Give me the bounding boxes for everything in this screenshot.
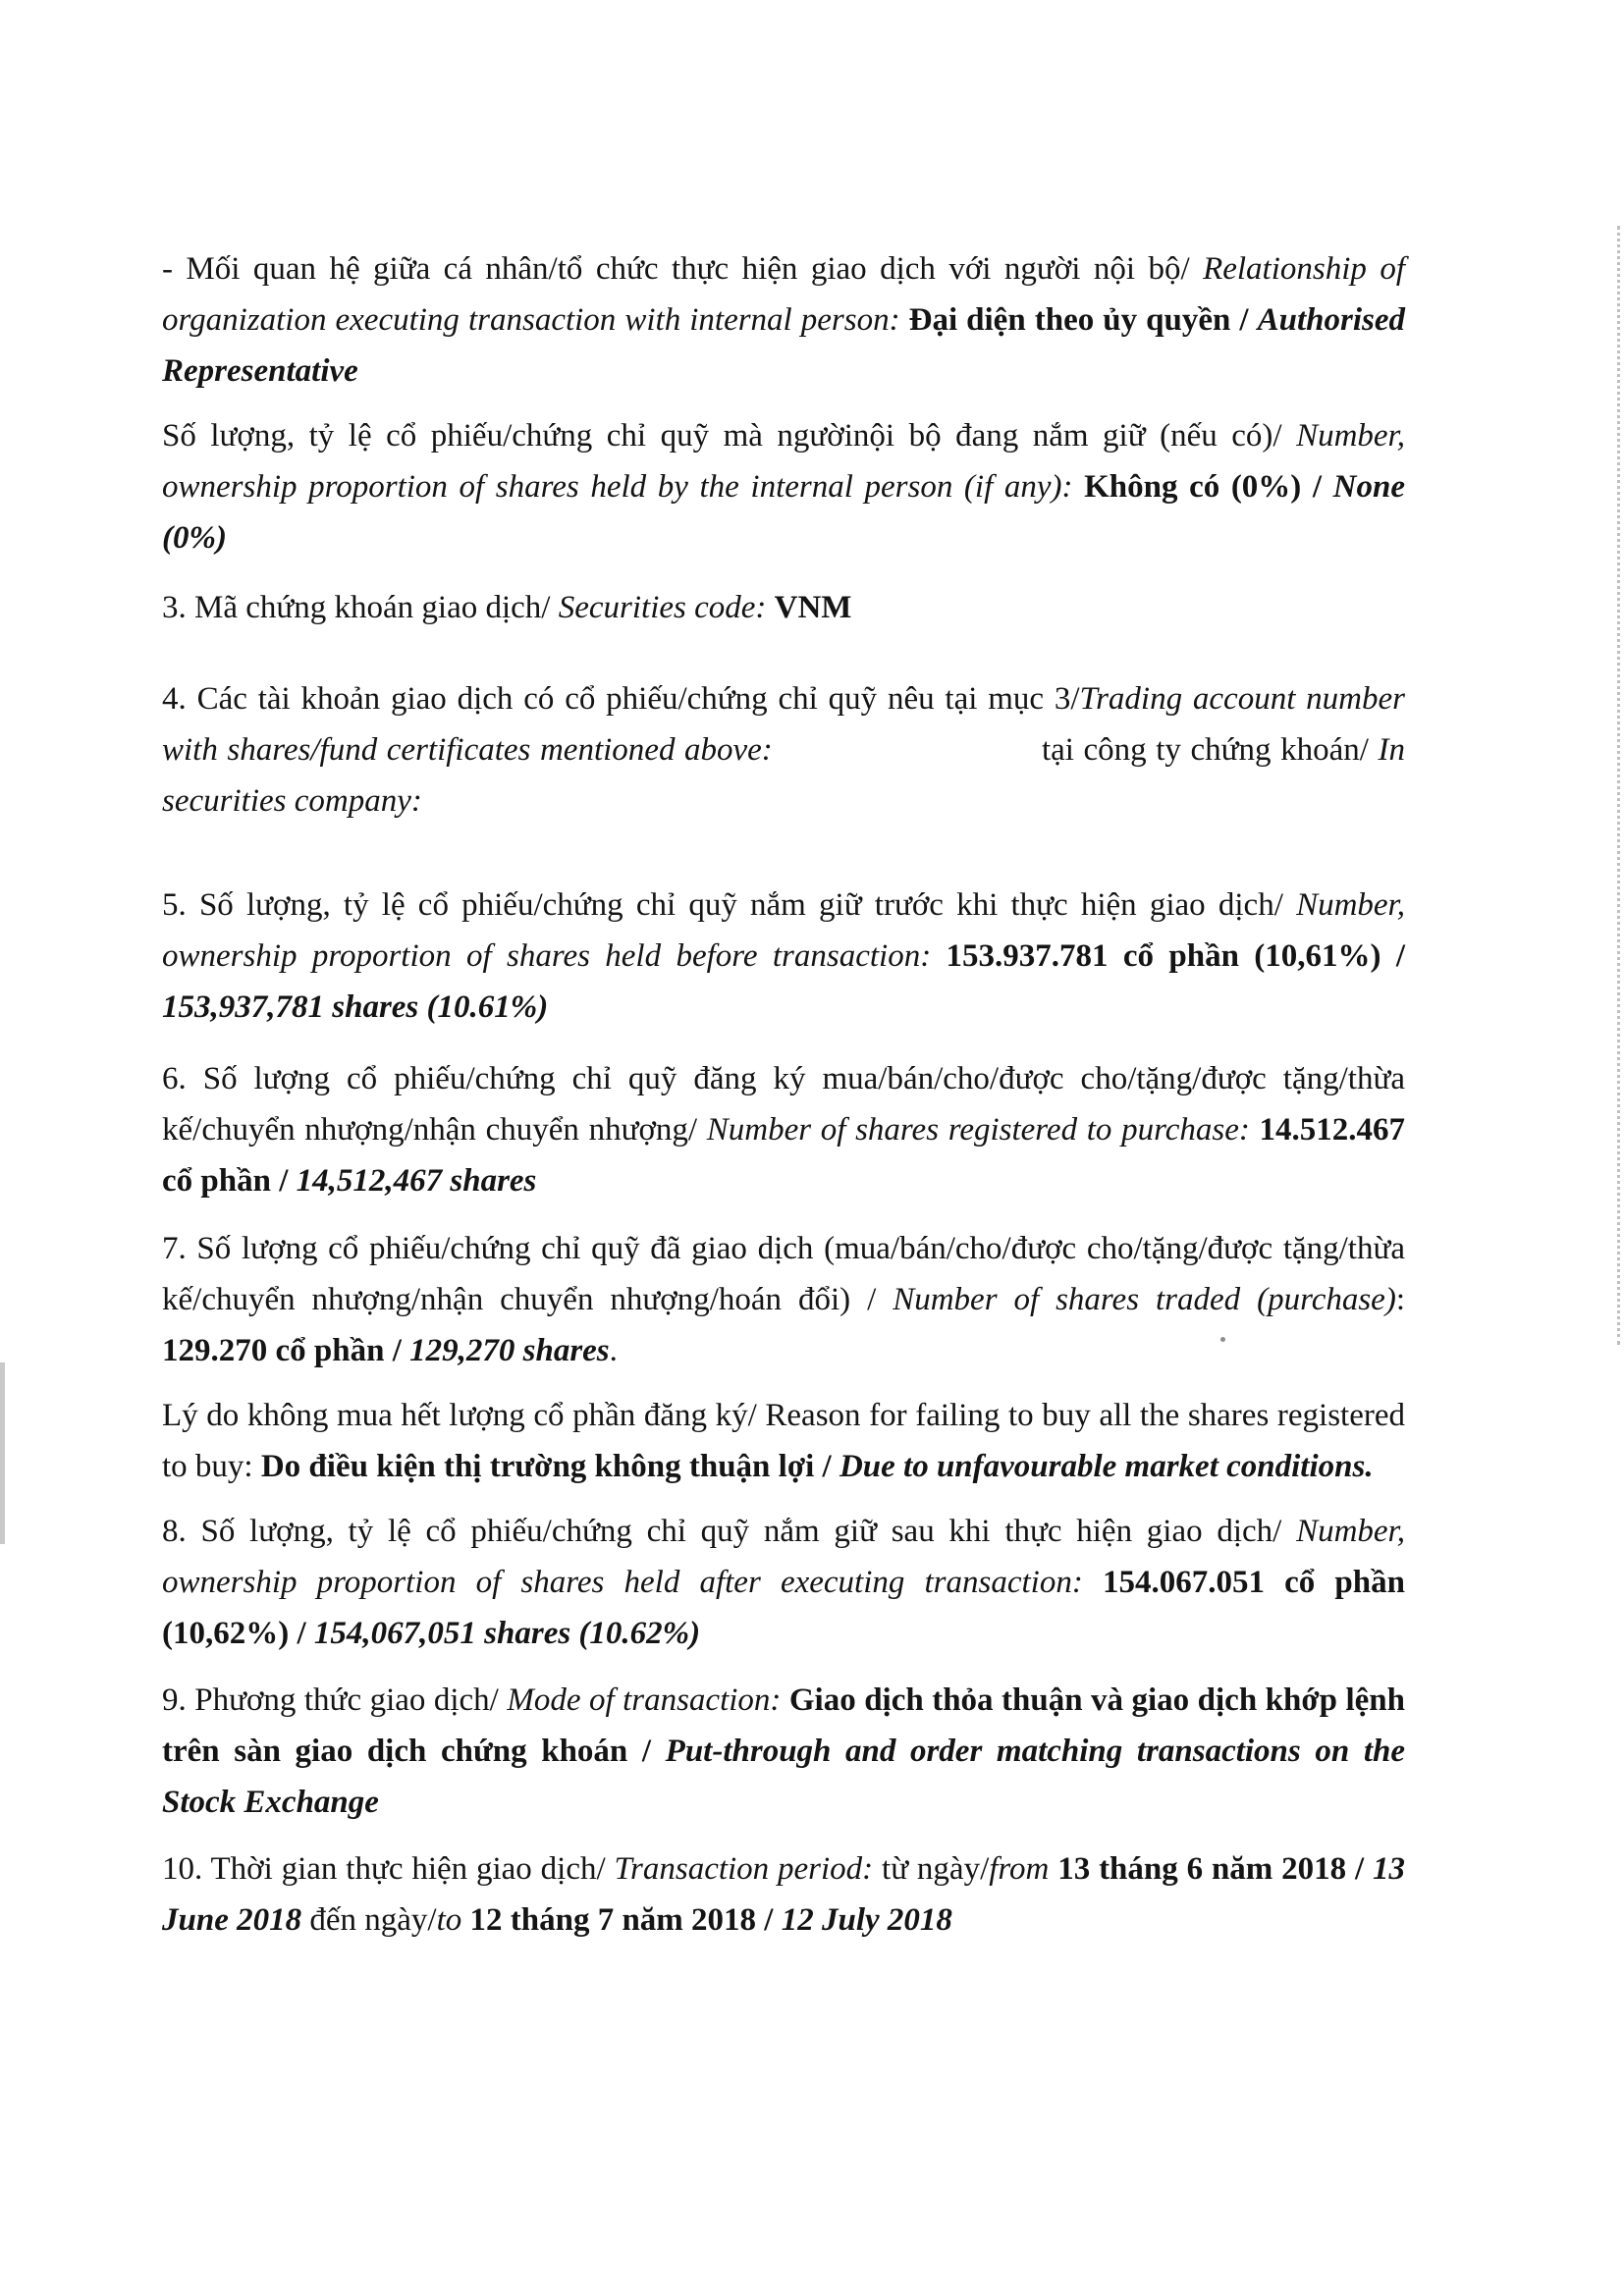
paragraph-transaction-period	[162, 1843, 1405, 1946]
text-run: Không có (0%) /	[1084, 469, 1333, 505]
text-run: 154.067.051 cổ phần (10,62%) /	[162, 1565, 1405, 1651]
text-run: 14.512.467 cổ phần /	[162, 1112, 1405, 1199]
paragraph-transaction-mode	[162, 1675, 1405, 1828]
text-run: 3. Mã chứng khoán giao dịch/	[162, 590, 559, 625]
text-run: Number, ownership proportion of shares held after executing transaction:	[162, 1514, 1405, 1600]
text-run: Number, ownership proportion of shares held before transaction:	[162, 887, 1405, 974]
text-run: Number of shares registered to purchase:	[706, 1112, 1260, 1148]
paragraph-internal-holdings	[162, 410, 1405, 563]
text-run: from	[989, 1851, 1058, 1887]
text-run: Transaction period:	[614, 1851, 883, 1887]
text-run: Do điều kiện thị trường không thuận lợi /	[260, 1449, 839, 1484]
text-run: Mode of transaction:	[507, 1682, 789, 1718]
text-run: Due to unfavourable market conditions.	[839, 1449, 1374, 1484]
text-run: 9. Phương thức giao dịch/	[162, 1682, 508, 1718]
paragraph-trading-accounts	[162, 673, 1405, 827]
text-run: 13 tháng 6 năm 2018 /	[1057, 1851, 1373, 1887]
text-run: 129.270 cổ phần /	[162, 1333, 410, 1368]
paragraph-shares-before	[162, 880, 1405, 1033]
text-run: Đại diện theo ủy quyền /	[908, 302, 1258, 338]
text-run: 129,270 shares	[409, 1333, 610, 1368]
text-run: Lý do không mua hết lượng cổ phần đăng ký/ Reason for failing to buy all the shares registered to buy:	[162, 1398, 1405, 1484]
text-run: từ ngày/	[882, 1851, 990, 1887]
paragraph-relationship	[162, 243, 1405, 397]
text-run: Securities code:	[558, 590, 775, 625]
text-run: to	[436, 1902, 470, 1938]
text-run: 14,512,467 shares	[296, 1163, 537, 1199]
text-run: Number of shares traded (purchase)	[893, 1282, 1396, 1317]
text-run: 153.937.781 cổ phần (10,61%) /	[946, 938, 1405, 974]
paragraph-shares-registered	[162, 1053, 1405, 1206]
text-run: Số lượng, tỷ lệ cổ phiếu/chứng chỉ quỹ mà ngườinội bộ đang nắm giữ (nếu có)/	[162, 418, 1297, 454]
text-run: Authorised Representative	[162, 302, 1405, 389]
text-run: tại công ty chứng khoán/	[1032, 732, 1379, 768]
paragraph-shares-after	[162, 1506, 1405, 1659]
text-run: In securities company:	[162, 732, 1405, 819]
scan-artifact-left-edge	[0, 1362, 5, 1544]
text-run: None (0%)	[162, 469, 1406, 556]
scan-artifact-right-edge	[1614, 226, 1620, 1345]
document-body-text	[162, 243, 1405, 1946]
text-run: 10. Thời gian thực hiện giao dịch/	[162, 1851, 615, 1887]
text-run: 13 June 2018	[162, 1851, 1405, 1938]
text-run: Put-through and order matching transactions on the Stock Exchange	[162, 1734, 1405, 1820]
text-run: Relationship of organization executing transaction with internal person:	[162, 251, 1405, 338]
paragraph-shares-traded	[162, 1223, 1405, 1376]
text-run: - Mối quan hệ giữa cá nhân/tổ chức thực hiện giao dịch với người nội bộ/	[162, 251, 1204, 287]
text-run: 153,937,781 shares (10.61%)	[162, 989, 549, 1025]
text-run: 12 July 2018	[781, 1902, 952, 1938]
text-run: .	[609, 1333, 618, 1368]
paragraph-securities-code	[162, 582, 1405, 633]
text-run: 7. Số lượng cổ phiếu/chứng chỉ quỹ đã giao dịch (mua/bán/cho/được cho/tặng/được tặng/thừa kế/chuyển nhượng/nhận chuyển nhượng/hoán đổi) /	[162, 1231, 1405, 1317]
text-run: Trading account number with shares/fund certificates mentioned above:	[162, 681, 1405, 768]
scan-artifact-speck	[1220, 1337, 1225, 1342]
text-run: 8. Số lượng, tỷ lệ cổ phiếu/chứng chỉ quỹ nắm giữ sau khi thực hiện giao dịch/	[162, 1514, 1297, 1549]
text-run: VNM	[774, 590, 852, 625]
text-run: 12 tháng 7 năm 2018 /	[469, 1902, 782, 1938]
text-run: 4. Các tài khoản giao dịch có cổ phiếu/chứng chỉ quỹ nêu tại mục 3/	[162, 681, 1080, 717]
text-run: :	[1395, 1282, 1405, 1317]
text-run: đến ngày/	[309, 1902, 437, 1938]
text-run: 5. Số lượng, tỷ lệ cổ phiếu/chứng chỉ quỹ nắm giữ trước khi thực hiện giao dịch/	[162, 887, 1297, 923]
text-run: 6. Số lượng cổ phiếu/chứng chỉ quỹ đăng ký mua/bán/cho/được cho/tặng/được tặng/thừa kế/chuyển nhượng/nhận chuyển nhượng/	[162, 1061, 1405, 1148]
paragraph-reason	[162, 1390, 1405, 1492]
text-run: Giao dịch thỏa thuận và giao dịch khớp lệnh trên sàn giao dịch chứng khoán /	[162, 1682, 1405, 1769]
text-run: Number, ownership proportion of shares held by the internal person (if any):	[162, 418, 1405, 505]
text-run: 154,067,051 shares (10.62%)	[313, 1616, 701, 1651]
